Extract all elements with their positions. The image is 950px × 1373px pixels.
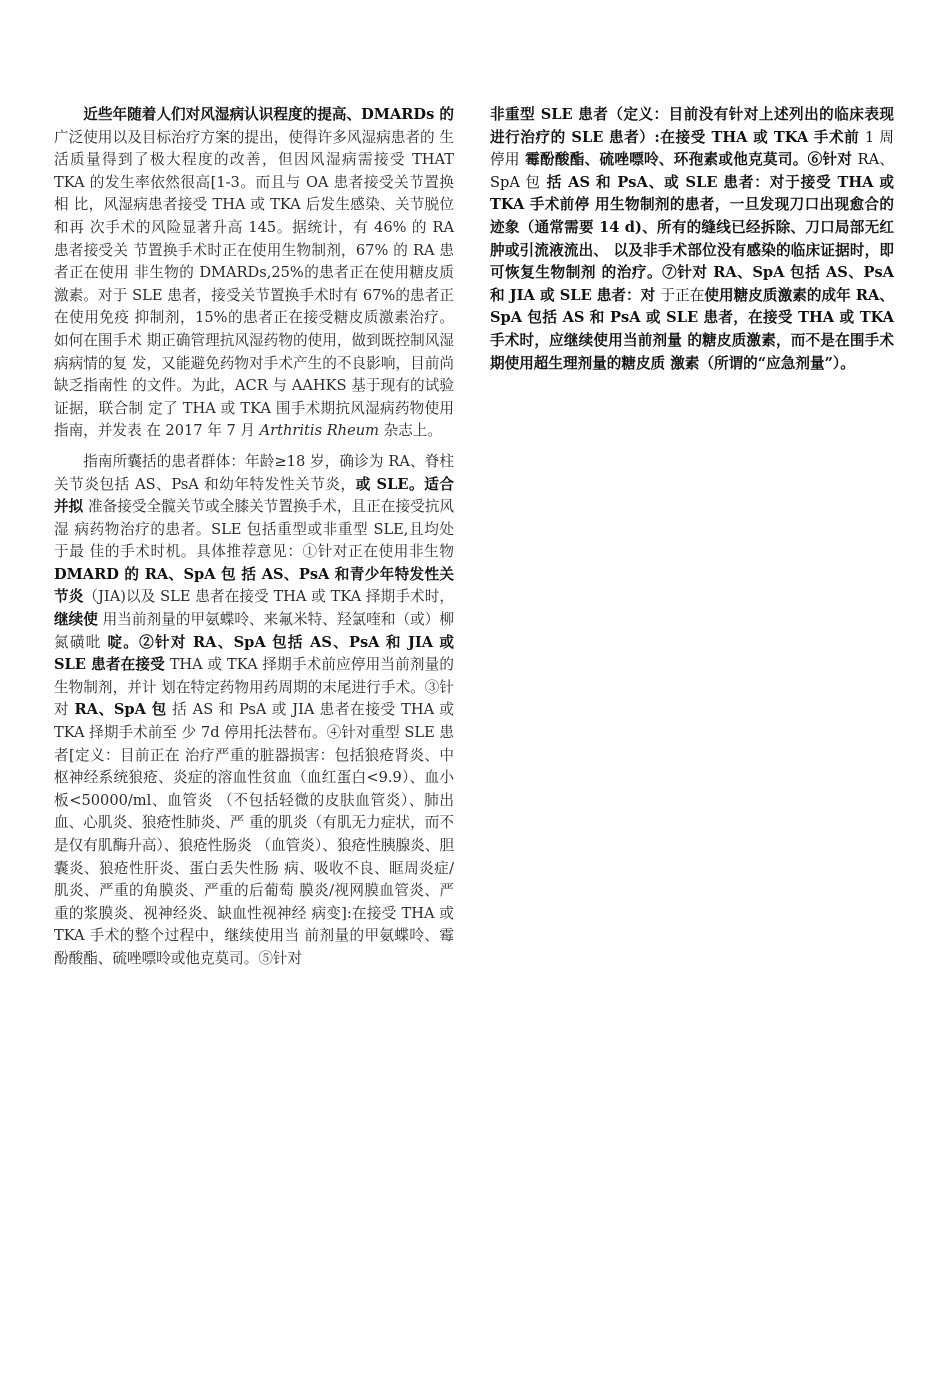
intro-tail-text: 杂志上。 bbox=[378, 422, 442, 440]
rec-text-7: 用当前剂量的甲氨蝶呤、来氟米特、羟氯喹和（或）柳氮磺吡 bbox=[54, 611, 454, 651]
right-column bbox=[490, 104, 894, 383]
rec-text-11: 括 AS 和 PsA 或 JIA 患者在接受 THA 或 TKA 择期手术前至 少 7d 停用托法替布。④针对重型 SLE 患者[定义：目前正在 治疗严重的脏器损害：包括狼疮肾炎、中枢神经系统狼疮、炎症的溶血性贫血（血红蛋白<9.9）、血小板<50000/ml、血管炎 （不包括轻微的皮肤血管炎）、肺出血、心肌炎、狼疮性肺炎、严 重的肌炎（有肌无力症状，而不是仅有肌酶升高）、狼疮性肠炎 （血管炎）、狼疮性胰腺炎、胆囊炎、狼疮性肝炎、蛋白丢失性肠 病、吸收不良、眶周炎症/肌炎、严重的角膜炎、严重的后葡萄 膜炎/视网膜血管炎、严重的浆膜炎、视神经炎、缺血性视神经 病变]:在接受 THA 或 TKA 手术的整个过程中，继续使用当 前剂量的甲氨蝶呤、霉酚酸酯、硫唑嘌呤或他克莫司。⑤针对 bbox=[54, 701, 454, 967]
rec-bold-6: 继续使 bbox=[54, 611, 98, 629]
rec-text-1: 指南所囊括的患者群体：年龄≥18 岁，确诊为 RA、脊柱 关节炎包括 AS、PsA 和幼年特发性关节炎， bbox=[54, 452, 454, 493]
cont-normal-6: 于正在 bbox=[660, 286, 705, 304]
rec-bold-8: 啶。②针对 RA、SpA 包括 AS、PsA 和 JIA 或 SLE 患者在接受 bbox=[54, 633, 455, 674]
cont-text-1: 非重型 SLE 患者（定义：目前没有针对上述列出的临床表现 进行治疗的 SLE 患者）:在接受 THA 或 TKA 手术前 bbox=[490, 106, 894, 146]
paragraph-continued bbox=[490, 104, 894, 375]
paragraph-recommendations bbox=[54, 451, 454, 971]
left-column bbox=[54, 104, 454, 979]
journal-name: Arthritis Rheum bbox=[259, 422, 379, 440]
cont-normal-2: 1 周停用 bbox=[490, 128, 894, 169]
rec-bold-4: DMARD 的 RA、SpA 包 括 AS、PsA 和青少年特发性关节炎 bbox=[54, 565, 454, 606]
cont-text-7: 使用糖皮质激素的成年 RA、SpA 包括 AS 和 PsA 或 SLE 患者，在接受 THA 或 TKA 手术时，应继续使用当前剂量 的糖皮质激素，而不是在围手术期使用超生理剂量的糖皮质 激素（所谓的“应急剂量”）。 bbox=[490, 286, 894, 372]
cont-normal-4: RA、SpA 包 bbox=[490, 151, 894, 191]
cont-text-3: 霉酚酸酯、硫唑嘌呤、环孢素或他克莫司。⑥针对 bbox=[519, 151, 858, 169]
rec-text-3: 准备接受全髋关节或全膝关节置换手术，且正在接受抗风湿 病药物治疗的患者。SLE 包括重型或非重型 SLE,且均处于最 佳的手术时机。具体推荐意见：①针对正在使用非生物 bbox=[54, 498, 454, 561]
paragraph-introduction bbox=[54, 104, 454, 443]
intro-lead-text: 近些年随着人们对风湿病认识程度的提高、DMARDs 的 bbox=[83, 106, 454, 123]
intro-body-text: 广泛使用以及目标治疗方案的提出，使得许多风湿病患者的 生活质量得到了极大程度的改善，但因风湿病需接受 THAT TKA 的发生率依然很高[1-3。而且与 OA 患者接受关节置换相 比，风湿病患者接受 THA 或 TKA 后发生感染、关节脱位和再 次手术的风险显著升高 145。据统计，有 46% 的 RA 患者接受关 节置换手术时正在使用生物制剂，67% 的 RA 患者正在使用 非生物的 DMARDs,25%的患者正在使用糖皮质激素。对于 SLE 患者，接受关节置换手术时有 67%的患者正在使用免疫 抑制剂，15%的患者正在接受糖皮质激素治疗。如何在围手术 期正确管理抗风湿药物的使用，做到既控制风湿病病情的复 发，又能避免药物对手术产生的不良影响，目前尚缺乏指南性 的文件。为此，ACR 与 AAHKS 基于现有的试验证据，联合制 定了 THA 或 TKA 围手术期抗风湿病药物使用指南，并发表 在 2017 年 7 月 bbox=[54, 128, 454, 440]
rec-bold-2: 或 SLE。适合并拟 bbox=[54, 475, 454, 516]
cont-text-5: 括 AS 和 PsA、或 SLE 患者：对于接受 THA 或 TKA 手术前停 用生物制剂的患者，一旦发现刀口出现愈合的迹象（通常需要 14 d)、所有的缝线已经拆除、刀口局部无红肿或引流液流出、 以及非手术部位没有感染的临床证据时，即可恢复生物制剂 的治疗。⑦针对 RA、SpA 包括 AS、PsA 和 JIA 或 SLE 患者：对 bbox=[490, 173, 894, 304]
rec-text-5: （JIA)以及 SLE 患者在接受 THA 或 TKA 择期手术时， bbox=[83, 588, 454, 606]
rec-text-9: THA 或 TKA 择期手术前应停用当前剂量的生物制剂，并计 划在特定药物用药周期的末尾进行手术。③针对 bbox=[54, 656, 454, 719]
rec-bold-10: RA、SpA 包 bbox=[74, 701, 167, 719]
